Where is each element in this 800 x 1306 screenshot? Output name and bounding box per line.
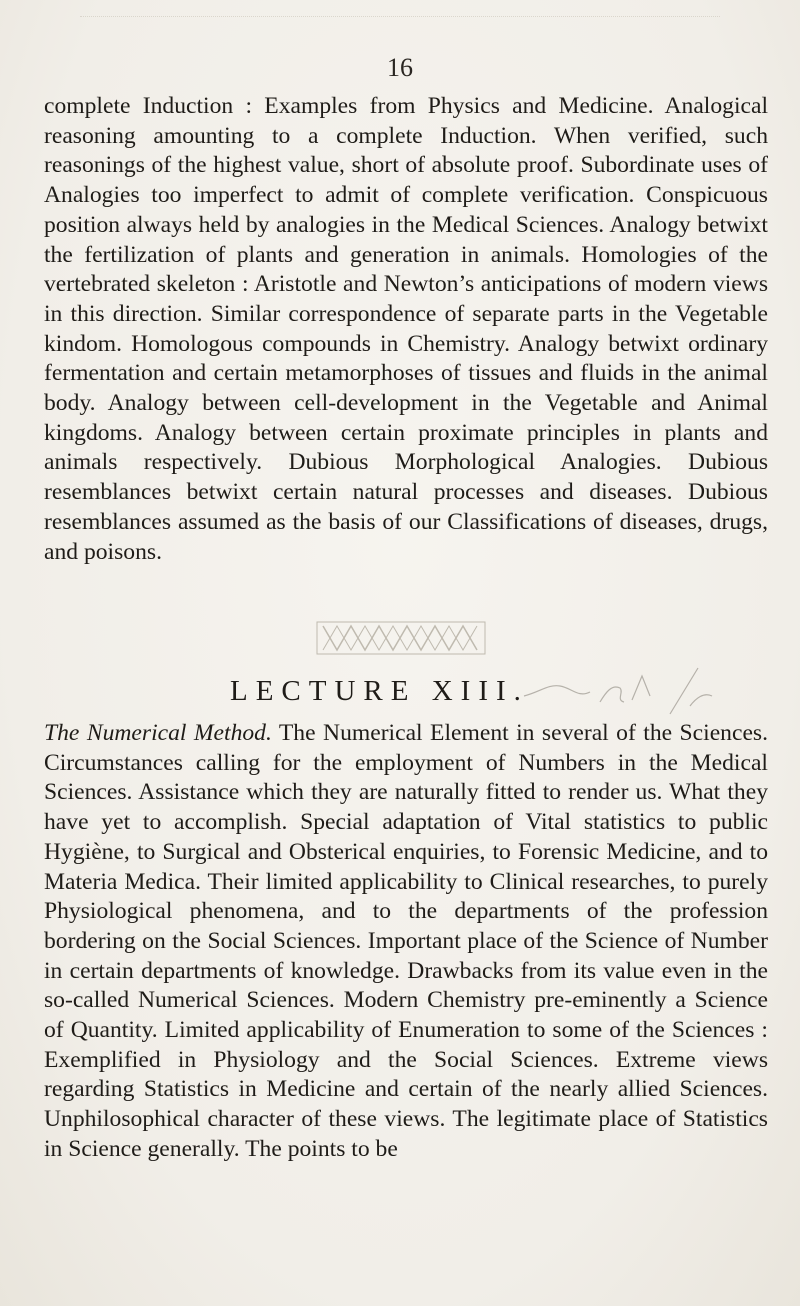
decorative-ornament — [315, 620, 487, 656]
top-border-ornament — [80, 0, 720, 17]
lecture-paragraph — [44, 719, 768, 1165]
intro-paragraph: complete Induction : Examples from Physics and Medicine. Analogical reasoning amounting to a complete Induction. When verified, such reasonings of the highest value, short of absolute proof. Subordinate uses of Analogies too imperfect to admit of complete verification. Conspicuous position always held by analogies in the Medical Sciences. Analogy betwixt the fertilization of plants and generation in animals. Homologies of the vertebrated skeleton : Aristotle and Newton’s anticipations of modern views in this direction. Similar correspondence of separate parts in the Vegetable kindom. Homologous compounds in Chemistry. Analogy betwixt ordinary fermentation and certain metamorphoses of tissues and fluids in the animal body. Analogy between cell-development in the Vegetable and Animal kingdoms. Analogy between certain proximate principles in plants and animals respectively. Dubious Morphological Analogies. Dubious resemblances betwixt certain natural processes and diseases. Dubious resemblances assumed as the basis of our Classifications of diseases, drugs, and poisons. — [44, 93, 768, 565]
lecture-title: The Numerical Method. — [44, 720, 272, 746]
pencil-annotation-mark — [520, 662, 720, 718]
page-number: 16 — [372, 40, 428, 96]
lecture-heading: LECTURE XIII. — [230, 675, 529, 707]
lecture-body: The Numerical Element in several of the Sciences. Circumstances calling for the employment of Numbers in the Medical Sciences. Assistance which they are naturally fitted to render us. What they have yet to accomplish. Special adaptation of Vital statistics to public Hygiène, to Surgical and Obsterical enquiries, to Forensic Medicine, and to Materia Medica. Their limited applicability to Clinical researches, to purely Physiological phenomena, and to the departments of the profession bordering on the Social Sciences. Important place of the Science of Number in certain departments of knowledge. Drawbacks from its value even in the so-called Numerical Sciences. Modern Chemistry pre-eminently a Science of Quantity. Limited applicability of Enumeration to some of the Sciences : Exemplified in Physiology and the Social Sciences. Extreme views regarding Statistics in Medicine and certain of the nearly allied Sciences. Unphilosophical character of these views. The legitimate place of Statistics in Science generally. The points to be — [44, 720, 768, 1162]
